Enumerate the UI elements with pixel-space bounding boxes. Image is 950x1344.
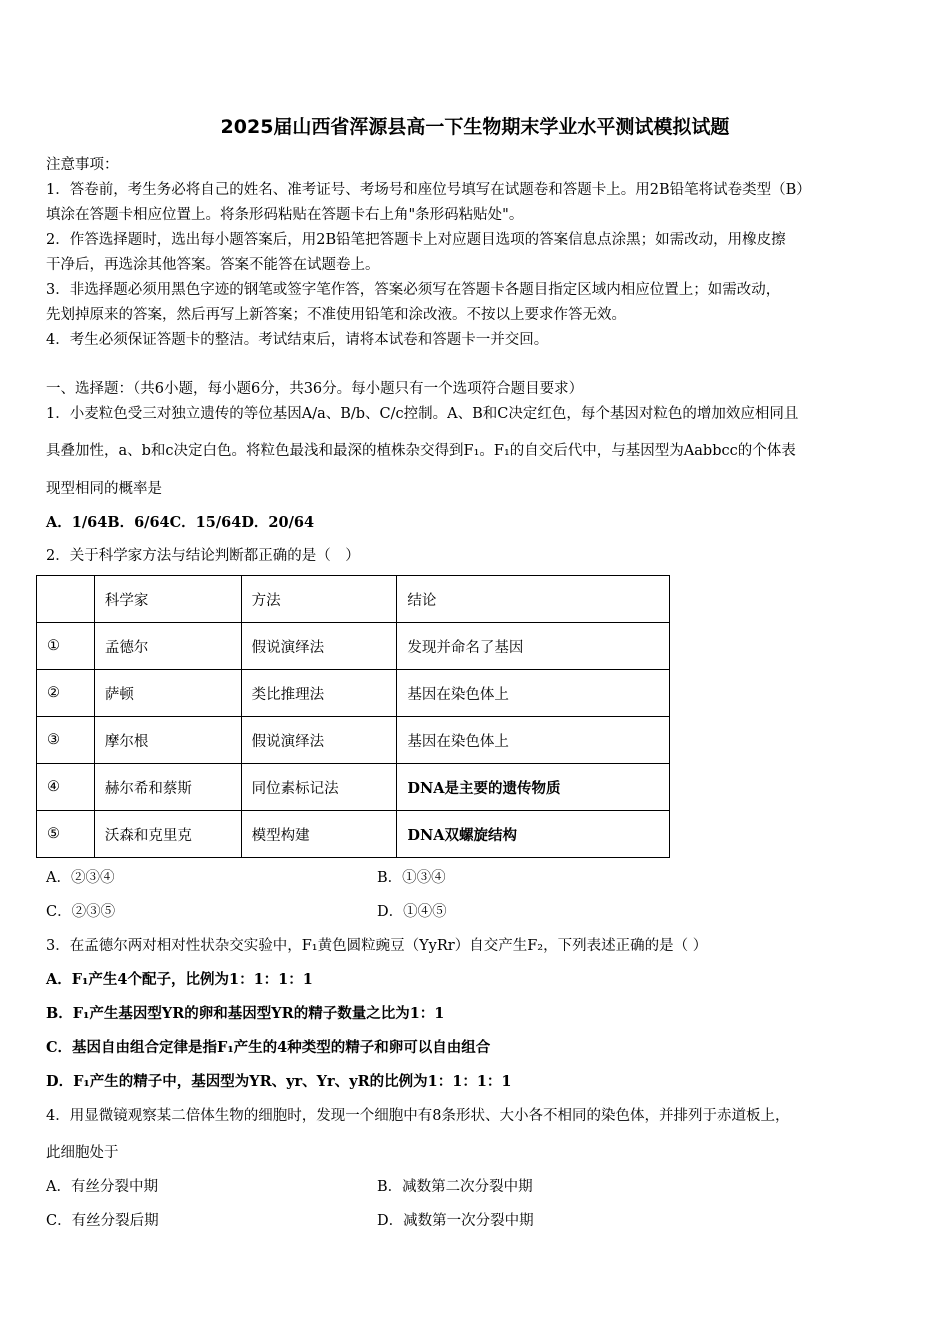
table-cell: 假说演绎法 [241,623,397,670]
table-cell: 基因在染色体上 [397,717,670,764]
table-cell: 赫尔希和蔡斯 [94,764,241,811]
table-cell: 孟德尔 [94,623,241,670]
table-cell: 基因在染色体上 [397,670,670,717]
table-cell: ⑤ [37,811,95,858]
table-header-cell: 结论 [397,576,670,623]
table-cell: 模型构建 [241,811,397,858]
question-1-options: A．1/64B．6/64C．15/64D．20/64 [46,514,315,531]
table-cell: 萨顿 [94,670,241,717]
notice-line: 2．作答选择题时，选出每小题答案后，用2B铅笔把答题卡上对应题目选项的答案信息点涂黑；如需改动，用橡皮擦 [46,232,786,248]
table-cell: 类比推理法 [241,670,397,717]
question-1-text: 1．小麦粒色受三对独立遗传的等位基因A/a、B/b、C/c控制。A、B和C决定红色，每个基因对粒色的增加效应相同且 [46,406,799,422]
question-2-option-a: A．②③④ [46,870,115,886]
question-2-option-c: C．②③⑤ [46,904,116,920]
table-cell: DNA双螺旋结构 [397,811,670,858]
question-1-text: 具叠加性，a、b和c决定白色。将粒色最浅和最深的植株杂交得到F₁。F₁的自交后代中，与基因型为Aabbcc的个体表 [46,443,796,459]
table-cell: ④ [37,764,95,811]
table-cell: 沃森和克里克 [94,811,241,858]
question-3-option-b: B．F₁产生基因型YR的卵和基因型YR的精子数量之比为1：1 [46,1005,445,1022]
question-1-text: 现型相同的概率是 [46,481,162,497]
question-2-stem: 2．关于科学家方法与结论判断都正确的是（ ） [46,548,360,564]
table-cell: ① [37,623,95,670]
question-4-option-c: C．有丝分裂后期 [46,1213,159,1229]
notice-line: 填涂在答题卡相应位置上。将条形码粘贴在答题卡右上角"条形码粘贴处"。 [46,207,524,223]
question-4-option-b: B．减数第二次分裂中期 [377,1179,533,1195]
table-header-cell: 科学家 [94,576,241,623]
table-cell: 摩尔根 [94,717,241,764]
question-3-option-a: A．F₁产生4个配子，比例为1：1：1：1 [46,971,313,988]
table-header-row [37,576,670,623]
notice-line: 4．考生必须保证答题卡的整洁。考试结束后，请将本试卷和答题卡一并交回。 [46,332,549,348]
question-3-option-c: C．基因自由组合定律是指F₁产生的4种类型的精子和卵可以自由组合 [46,1039,491,1056]
table-row [37,811,670,858]
table-cell: ③ [37,717,95,764]
question-4-text: 4．用显微镜观察某二倍体生物的细胞时，发现一个细胞中有8条形状、大小各不相同的染色体，并排列于赤道板上， [46,1108,790,1124]
table-cell: 同位素标记法 [241,764,397,811]
section-heading: 一、选择题：（共6小题，每小题6分，共36分。每小题只有一个选项符合题目要求） [46,381,584,397]
table-cell: ② [37,670,95,717]
question-4-option-a: A．有丝分裂中期 [46,1179,158,1195]
table-row [37,764,670,811]
table-header-cell [37,576,95,623]
table-row [37,623,670,670]
notice-line: 先划掉原来的答案，然后再写上新答案；不准使用铅笔和涂改液。不按以上要求作答无效。 [46,307,626,323]
question-3-option-d: D．F₁产生的精子中，基因型为YR、yr、Yr、yR的比例为1：1：1：1 [46,1073,512,1090]
table-header-cell: 方法 [241,576,397,623]
table-cell: 发现并命名了基因 [397,623,670,670]
notice-line: 干净后，再选涂其他答案。答案不能答在试题卷上。 [46,257,380,273]
page-title: 2025届山西省浑源县高一下生物期末学业水平测试模拟试题 [220,116,730,138]
question-3-stem: 3．在孟德尔两对相对性状杂交实验中，F₁黄色圆粒豌豆（YyRr）自交产生F₂，下列表述正确的是（ ） [46,938,708,954]
notice-heading: 注意事项： [46,157,119,173]
question-2-option-d: D．①④⑤ [377,904,447,920]
question-4-text: 此细胞处于 [46,1145,119,1161]
question-4-option-d: D．减数第一次分裂中期 [377,1213,534,1229]
table-row [37,670,670,717]
question-2-option-b: B．①③④ [377,870,446,886]
table-row [37,717,670,764]
notice-line: 1．答卷前，考生务必将自己的姓名、准考证号、考场号和座位号填写在试题卷和答题卡上。用2B铅笔将试卷类型（B） [46,182,811,198]
scientist-method-table [36,575,670,858]
notice-line: 3．非选择题必须用黑色字迹的钢笔或签字笔作答，答案必须写在答题卡各题目指定区域内相应位置上；如需改动， [46,282,781,298]
table-cell: 假说演绎法 [241,717,397,764]
table-cell: DNA是主要的遗传物质 [397,764,670,811]
